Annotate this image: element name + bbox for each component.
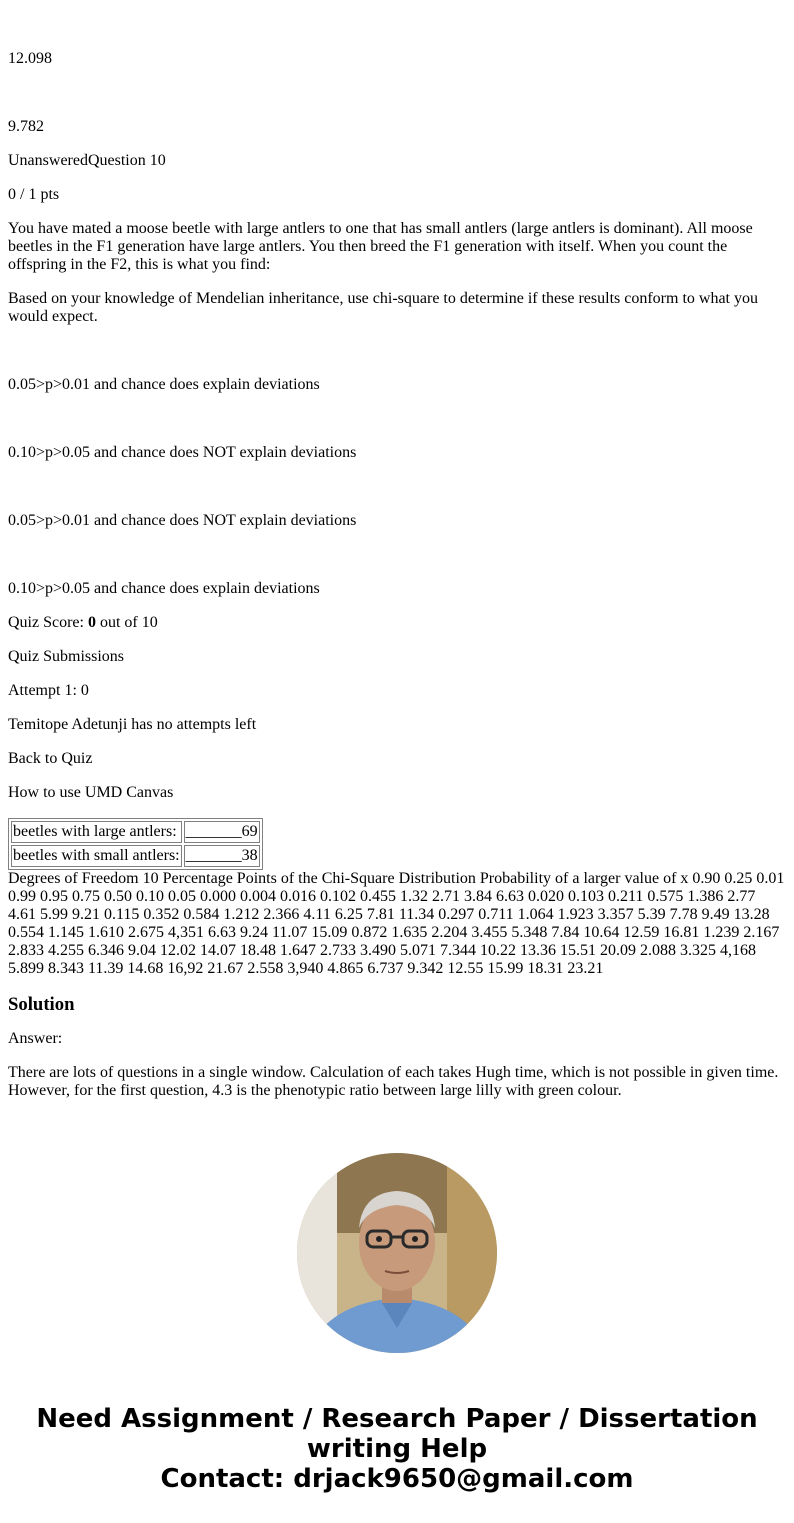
answer-option-label: 0.05>p>0.01 and chance does explain deviations <box>8 376 320 393</box>
question-status: Unanswered <box>8 152 88 169</box>
question-instruction: Based on your knowledge of Mendelian inheritance, use chi-square to determine if these results conform to what you would expect. <box>8 290 758 325</box>
back-to-quiz-link[interactable]: Back to Quiz <box>8 750 93 767</box>
quiz-score-label: Quiz Score: <box>8 614 88 631</box>
answer-option-2[interactable] <box>8 410 786 462</box>
solution-text: There are lots of questions in a single window. Calculation of each takes Hugh time, which is not possible in given time. However, for the first question, 4.3 is the phenotypic ratio between large lilly with green colour. <box>8 1064 779 1099</box>
table-cell-value: _______69 <box>184 821 260 843</box>
answer-option-label: 0.10>p>0.05 and chance does explain deviations <box>8 580 320 597</box>
banner-line-2: writing Help <box>306 1434 488 1464</box>
question-points: 0 / 1 pts <box>8 186 60 203</box>
answer-option-1[interactable] <box>8 342 786 394</box>
answer-option-3[interactable] <box>8 478 786 530</box>
answer-option-label: 0.05>p>0.01 and chance does NOT explain deviations <box>8 512 357 529</box>
question-number: Question 10 <box>87 152 166 169</box>
table-cell-label: beetles with small antlers: <box>11 845 182 867</box>
spacer <box>8 410 786 444</box>
offspring-counts-table <box>8 818 263 870</box>
quiz-submissions-heading: Quiz Submissions <box>8 648 125 665</box>
banner-line-1: Need Assignment / Research Paper / Dissertation <box>36 1404 758 1434</box>
quiz-score-suffix: out of 10 <box>95 614 158 631</box>
question-prompt: You have mated a moose beetle with large antlers to one that has small antlers (large antlers is dominant). All moose beetles in the F1 generation have large antlers. You then breed the F1 generation with itself. When you count the offspring in the F2, this is what you find: <box>8 220 753 273</box>
table-cell-label: beetles with large antlers: <box>11 821 182 843</box>
table-row <box>11 845 260 867</box>
spacer <box>8 342 786 376</box>
quiz-score-value: 0 <box>87 614 96 631</box>
answer-option-4[interactable] <box>8 546 786 598</box>
solution-heading: Solution <box>8 994 75 1015</box>
spacer <box>8 546 786 580</box>
question-header <box>8 152 786 170</box>
attempts-left-notice: Temitope Adetunji has no attempts left <box>8 716 257 733</box>
previous-option-1: 12.098 <box>8 50 52 67</box>
table-cell-value: _______38 <box>184 845 260 867</box>
quiz-score <box>8 614 786 632</box>
previous-option-2: 9.782 <box>8 118 44 135</box>
table-row <box>11 821 260 843</box>
canvas-help-link[interactable]: How to use UMD Canvas <box>8 784 174 801</box>
tutor-portrait-illustration <box>297 1153 497 1353</box>
answer-label: Answer: <box>8 1030 63 1047</box>
assignment-help-banner <box>0 1404 794 1494</box>
answer-option-label: 0.10>p>0.05 and chance does NOT explain deviations <box>8 444 357 461</box>
banner-contact[interactable]: Contact: drjack9650@gmail.com <box>160 1464 634 1494</box>
spacer <box>8 68 786 118</box>
chi-square-table-text: Degrees of Freedom 10 Percentage Points of the Chi-Square Distribution Probability of a larger value of x 0.90 0.25 0.01 0.99 0.95 0.75 0.50 0.10 0.05 0.000 0.004 0.016 0.102 0.455 1.32 2.71 3.84 6.63 0.020 0.103 0.211 0.575 1.386 2.77 4.61 5.99 9.21 0.115 0.352 0.584 1.212 2.366 4.11 6.25 7.81 11.34 0.297 0.711 1.064 1.923 3.357 5.39 7.78 9.49 13.28 0.554 1.145 1.610 2.675 4,351 6.63 9.24 11.07 15.09 0.872 1.635 2.204 3.455 5.348 7.84 10.64 12.59 16.81 1.239 2.167 2.833 4.255 6.346 9.04 12.02 14.07 18.48 1.647 2.733 3.490 5.071 7.344 10.22 13.36 15.51 20.09 2.088 3.325 4,168 5.899 8.343 11.39 14.68 16,92 21.67 2.558 3,940 4.865 6.737 9.342 12.55 15.99 18.31 23.21 <box>8 870 785 977</box>
spacer <box>8 478 786 512</box>
top-spacer <box>8 0 786 50</box>
tutor-portrait <box>297 1153 497 1353</box>
attempt-score: Attempt 1: 0 <box>8 682 89 699</box>
